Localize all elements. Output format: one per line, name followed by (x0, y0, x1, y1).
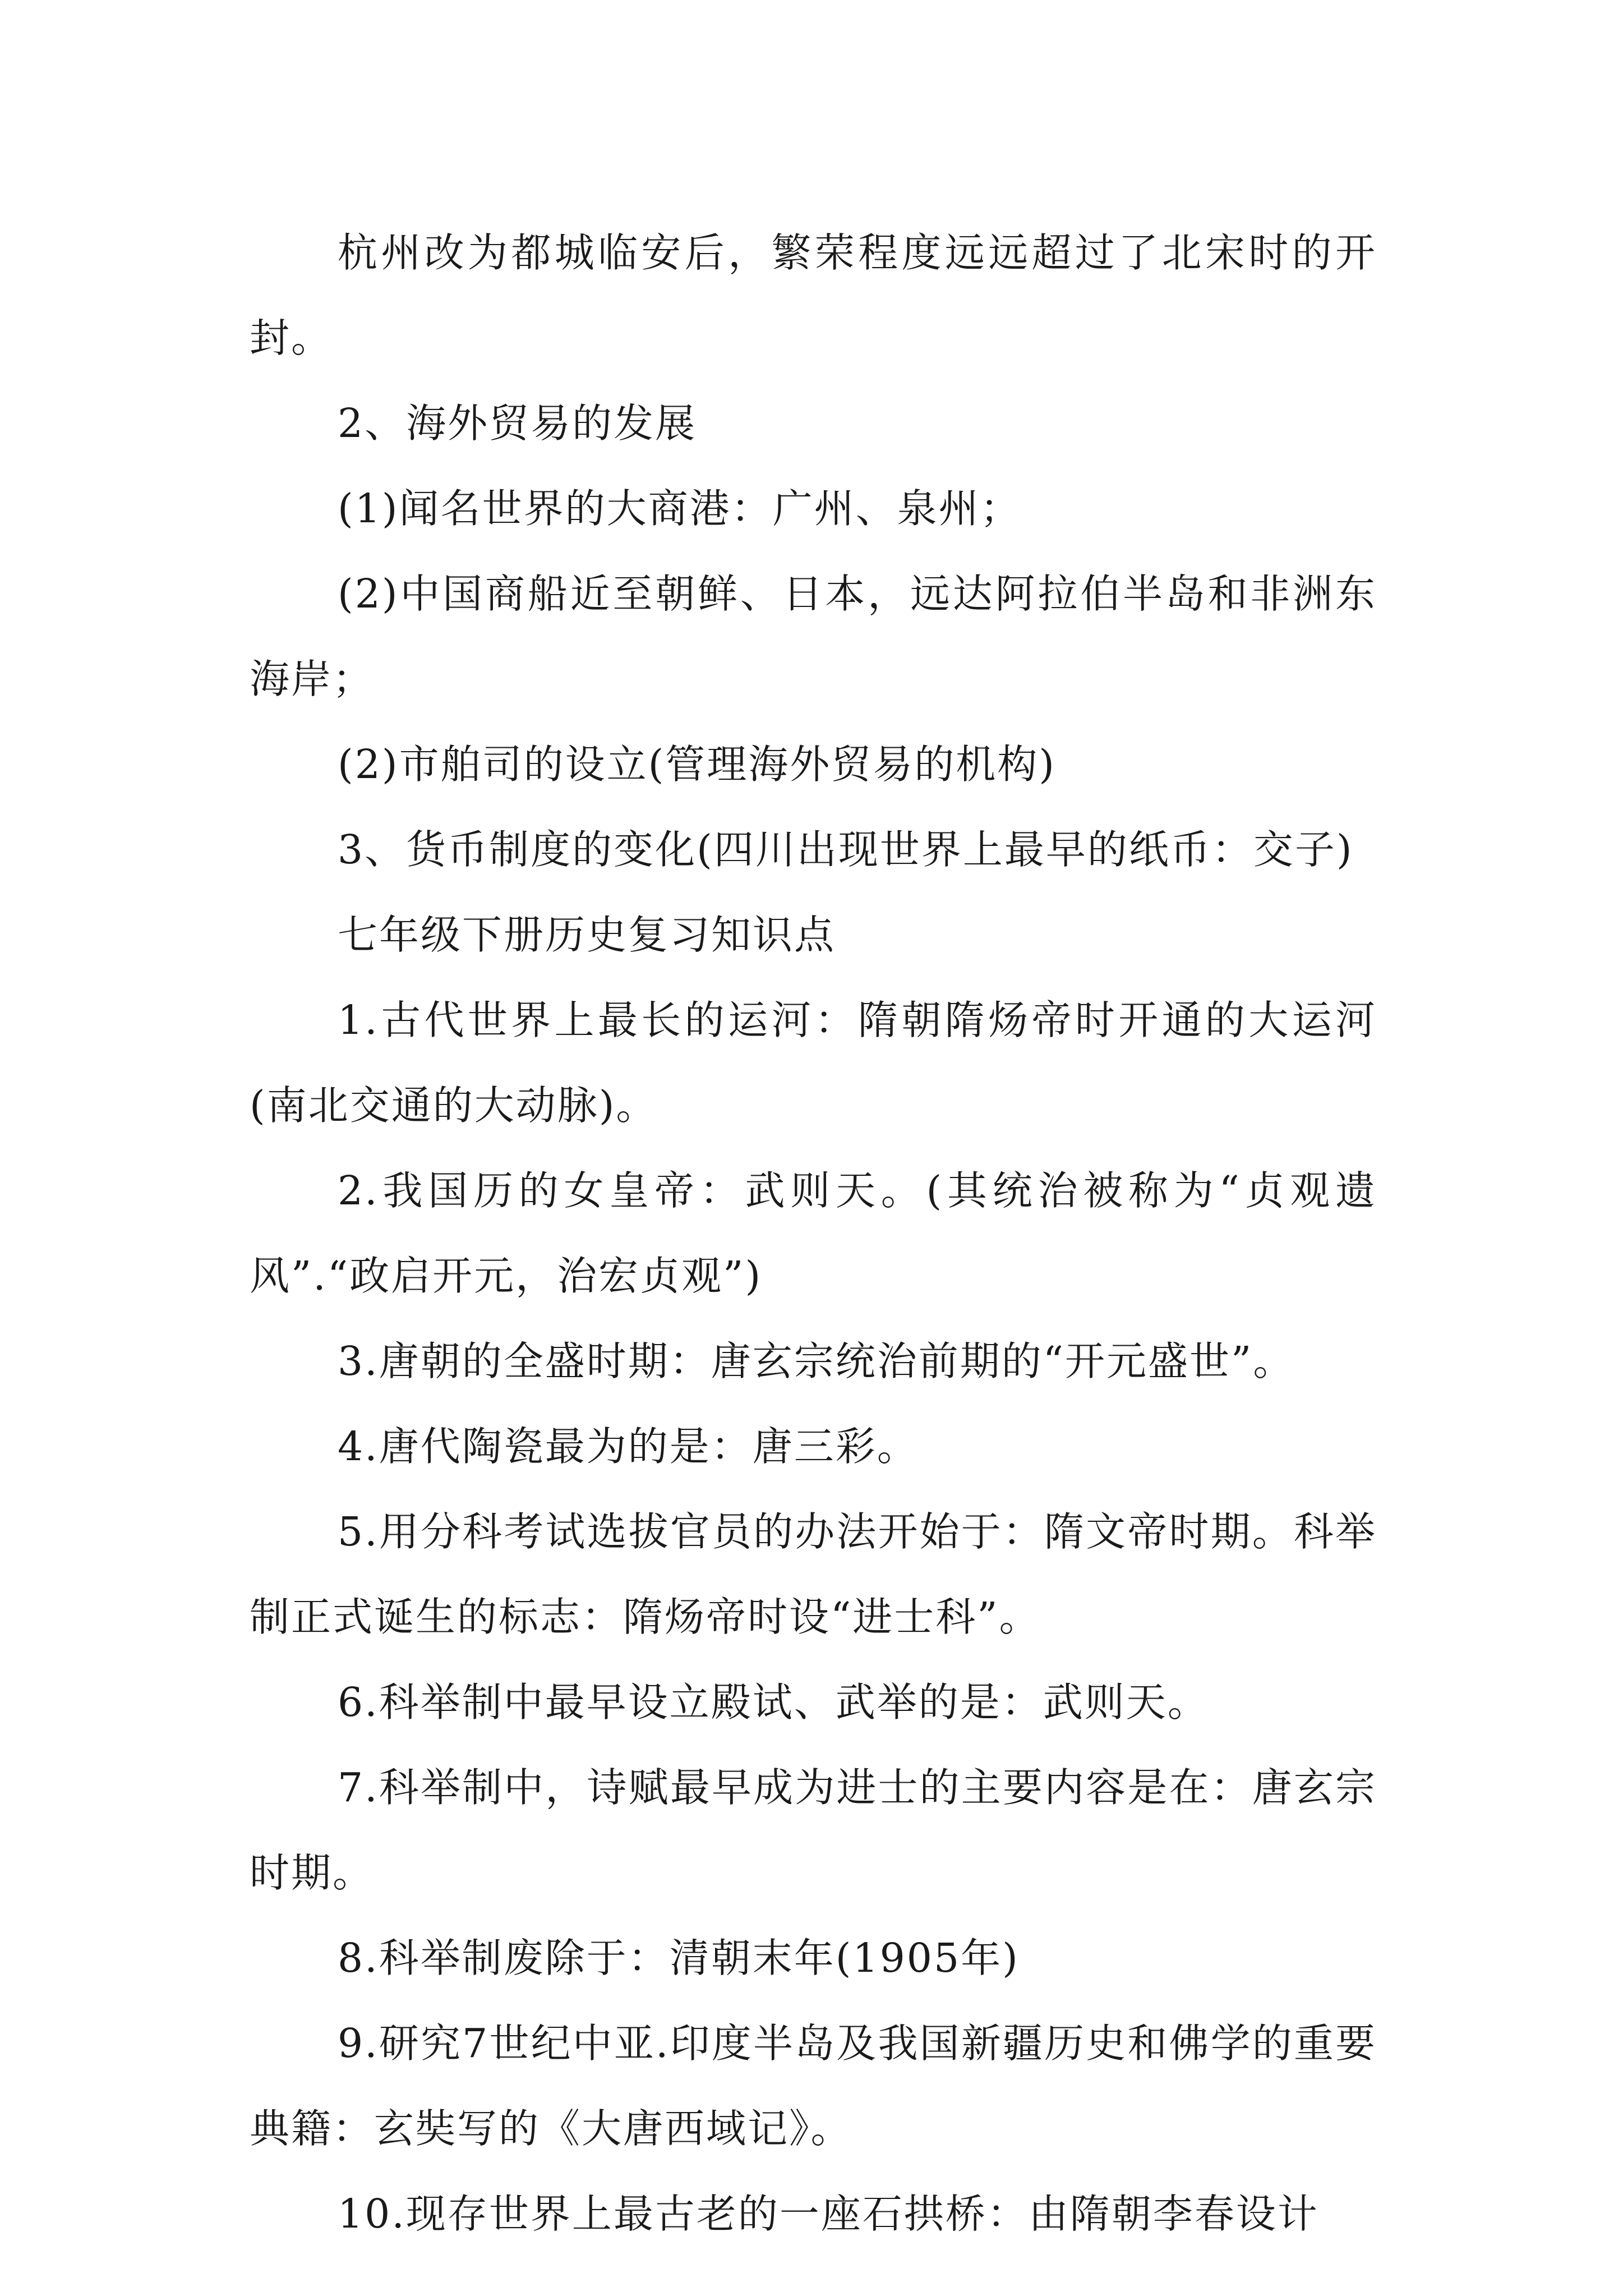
section-title-grade7-history: 七年级下册历史复习知识点 (338, 912, 836, 958)
list-item-trade-ports: (1)闻名世界的大商港：广州、泉州； (338, 485, 1022, 532)
knowledge-point-7: 7.科举制中，诗赋最早成为进士的主要内容是在：唐玄宗时期。 (250, 1764, 1377, 1896)
heading-currency-change: 3、货币制度的变化(四川出现世界上最早的纸币：交子) (338, 826, 1354, 873)
knowledge-point-1: 1.古代世界上最长的运河：隋朝隋炀帝时开通的大运河(南北交通的大动脉)。 (250, 997, 1377, 1129)
knowledge-point-8: 8.科举制废除于：清朝末年(1905年) (338, 1935, 1020, 1981)
knowledge-point-3: 3.唐朝的全盛时期：唐玄宗统治前期的“开元盛世”。 (338, 1338, 1295, 1384)
list-item-merchant-ships: (2)中国商船近至朝鲜、日本，远达阿拉伯半岛和非洲东海岸； (250, 570, 1377, 702)
list-item-shibosi: (2)市舶司的设立(管理海外贸易的机构) (338, 741, 1056, 788)
knowledge-point-10: 10.现存世界上最古老的一座石拱桥：由隋朝李春设计 (338, 2191, 1319, 2237)
knowledge-point-9: 9.研究7世纪中亚.印度半岛及我国新疆历史和佛学的重要典籍：玄奘写的《大唐西域记》。 (250, 2020, 1377, 2152)
paragraph-hangzhou-linan: 杭州改为都城临安后，繁荣程度远远超过了北宋时的开封。 (250, 229, 1377, 361)
knowledge-point-5: 5.用分科考试选拔官员的办法开始于：隋文帝时期。科举制正式诞生的标志：隋炀帝时设“进士科”。 (250, 1508, 1377, 1640)
heading-overseas-trade: 2、海外贸易的发展 (338, 400, 697, 447)
knowledge-point-4: 4.唐代陶瓷最为的是：唐三彩。 (338, 1423, 919, 1470)
knowledge-point-2: 2.我国历的女皇帝：武则天。(其统治被称为“贞观遗风”.“政启开元，治宏贞观”) (250, 1167, 1377, 1299)
document-body (250, 210, 1377, 2257)
knowledge-point-6: 6.科举制中最早设立殿试、武举的是：武则天。 (338, 1679, 1209, 1726)
